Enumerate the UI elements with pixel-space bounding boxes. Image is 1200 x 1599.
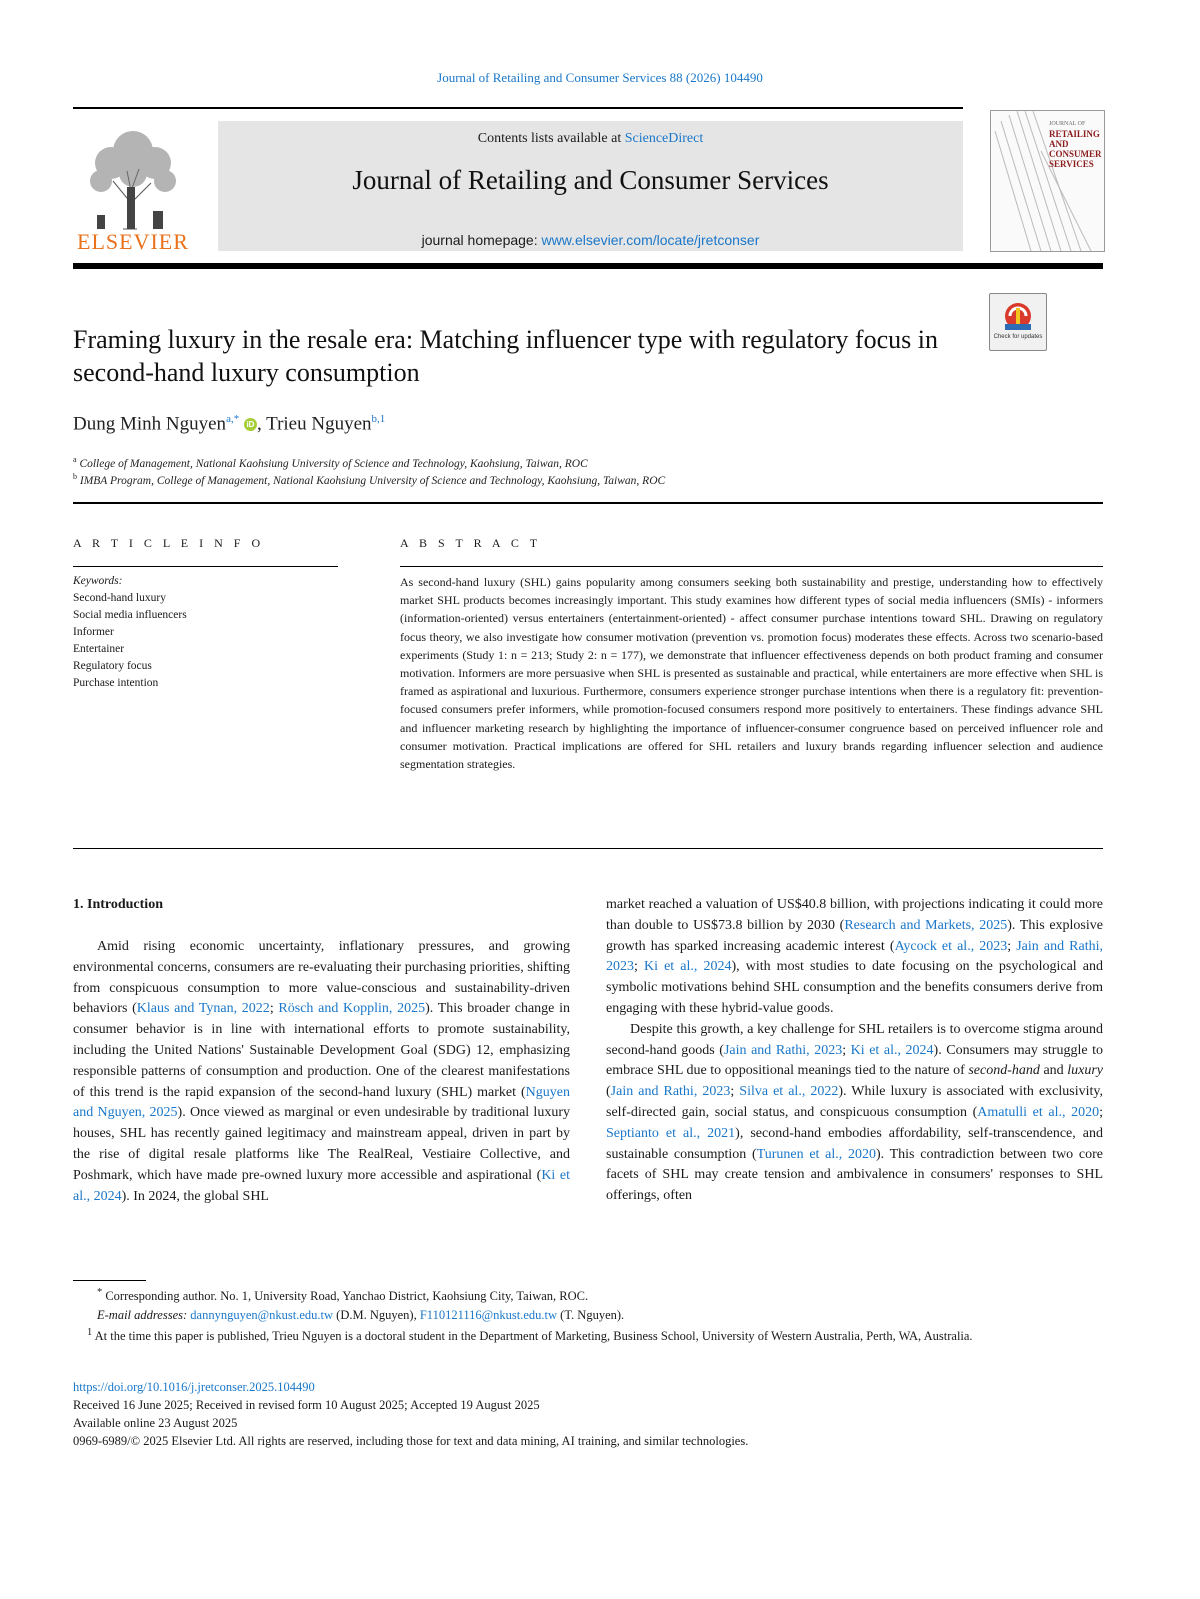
- citation-link[interactable]: Jain and Rathi, 2023: [723, 1042, 843, 1058]
- citation-link[interactable]: Ki et al., 2024: [850, 1042, 934, 1058]
- text-run: ;: [269, 1001, 279, 1017]
- text-run: ). This explosive growth has sparked increasing academic interest (: [606, 917, 1103, 954]
- text-run: Despite this growth, a key challenge for SHL retailers is to overcome stigma around second-hand goods (: [606, 1021, 1103, 1058]
- email-1-owner: (D.M. Nguyen),: [333, 1307, 420, 1322]
- citation-link[interactable]: Research and Markets, 2025: [844, 917, 1008, 933]
- elsevier-wordmark: ELSEVIER: [77, 229, 189, 253]
- intro-paragraph-1-continued: [606, 895, 1103, 1020]
- emphasis-text: second-hand: [968, 1063, 1040, 1079]
- keywords-label: Keywords:: [73, 575, 123, 587]
- homepage-prefix: journal homepage:: [421, 232, 542, 248]
- keyword-item: Regulatory focus: [73, 660, 152, 672]
- publication-info: [73, 1378, 1103, 1450]
- keyword-item: Second-hand luxury: [73, 592, 166, 604]
- keywords-block: [73, 573, 187, 692]
- citation-link[interactable]: Rösch and Kopplin, 2025: [278, 1001, 426, 1017]
- copyright-notice: 0969-6989/© 2025 Elsevier Ltd. All rights are reserved, including those for text and data mining, AI training, and similar technologies.: [73, 1434, 749, 1448]
- masthead: [218, 121, 963, 251]
- footnote-1: [73, 1324, 1103, 1346]
- available-online: Available online 23 August 2025: [73, 1416, 238, 1430]
- keyword-item: Informer: [73, 626, 114, 638]
- keyword-item: Purchase intention: [73, 677, 159, 689]
- email-label: E-mail addresses:: [97, 1307, 188, 1322]
- author-2-affil-marks[interactable]: b,1: [371, 413, 386, 425]
- affiliation-a-mark: a: [73, 455, 77, 464]
- author-list: [73, 413, 385, 435]
- article-info-rule: [73, 566, 338, 567]
- footnote-corresponding: [73, 1284, 1103, 1306]
- citation-link[interactable]: Ki et al., 2024: [643, 959, 732, 975]
- svg-text:SERVICES: SERVICES: [1049, 159, 1094, 169]
- masthead-bottom-rule: [73, 263, 1103, 269]
- abstract-heading: A B S T R A C T: [400, 536, 542, 550]
- citation-link[interactable]: Klaus and Tynan, 2022: [136, 1001, 270, 1017]
- author-separator: ,: [256, 413, 267, 435]
- intro-paragraph-2: [606, 1020, 1103, 1207]
- text-run: ;: [730, 1084, 740, 1100]
- svg-text:AND: AND: [1049, 139, 1069, 149]
- text-run: ;: [1099, 1104, 1103, 1120]
- crossmark-icon: [990, 294, 1046, 350]
- text-run: ). This broader change in consumer behavior is in line with international efforts to promote sustainability, including the United Nations' Sustainable Development Goal (SDG) 12, emphasizing responsible patterns of consumption and production. One of the clearest manifestations of this trend is the rapid expansion of the second-hand luxury (SHL) market (: [73, 1001, 570, 1100]
- text-run: ). Once viewed as marginal or even undesirable by traditional luxury houses, SHL has recently gained legitimacy and mainstream appeal, driven in part by the rise of digital resale platforms like The RealReal, Vestiaire Collective, and Poshmark, which have made pre-owned luxury more accessible and aspirational (: [73, 1105, 570, 1183]
- crossmark-label: Check for updates: [993, 334, 1043, 340]
- homepage-link[interactable]: www.elsevier.com/locate/jretconser: [541, 232, 760, 248]
- text-run: ), second-hand embodies affordability, self-transcendence, and sustainable consumption (: [606, 1125, 1103, 1162]
- footnote-star-mark: *: [97, 1287, 103, 1298]
- citation-link[interactable]: Aycock et al., 2023: [894, 938, 1008, 954]
- footnote-1-text: At the time this paper is published, Trieu Nguyen is a doctoral student in the Department of Marketing, Business School, University of Western Australia, Perth, WA, Australia.: [94, 1329, 973, 1344]
- journal-title: Journal of Retailing and Consumer Services: [352, 165, 829, 195]
- email-link-1[interactable]: dannynguyen@nkust.edu.tw: [190, 1307, 334, 1322]
- cover-image: [991, 111, 1104, 251]
- affiliation-b: [73, 472, 665, 487]
- abstract-text: As second-hand luxury (SHL) gains popularity among consumers seeking both sustainability and prestige, understanding how to effectively market SHL products becomes increasingly important. This study examines how different types of social media influencers (SMIs) - informers (information-oriented) versus entertainers (entertainment-oriented) - affect consumer purchase intentions toward SHL. Drawing on regulatory focus theory, we also investigate how consumer motivation (prevention vs. promotion focus) moderates these effects. Across two scenario-based experiments (Study 1: n = 213; Study 2: n = 177), we demonstrate that influencer effectiveness depends on both product framing and consumer motivation. Informers are more persuasive when SHL is presented as sustainable and practical, while entertainers are more effective when SHL is framed as aspirational and luxurious. Furthermore, consumers experience stronger purchase intentions when there is a regulatory fit: prevention-focused consumers prefer informers, while promotion-focused consumers respond more positively to entertainers. These findings advance SHL and influencer marketing research by highlighting the importance of influencer-consumer congruence based on perceived influencer role and consumer motivation. Practical implications are offered for SHL retailers and luxury brands regarding influencer selection and audience segmentation strategies.: [400, 575, 1103, 772]
- homepage-line: [218, 232, 963, 248]
- journal-cover-thumbnail[interactable]: [990, 110, 1105, 252]
- keyword-item: Entertainer: [73, 643, 125, 655]
- contents-line: [218, 131, 963, 147]
- email-link-2[interactable]: F110121116@nkust.edu.tw: [419, 1307, 558, 1322]
- header-bottom-rule: [73, 502, 1103, 504]
- text-run: ). Consumers may struggle to embrace SHL due to oppositional meanings tied to the nature of: [606, 1042, 1103, 1079]
- keyword-item: Social media influencers: [73, 609, 187, 621]
- svg-text:CONSUMER: CONSUMER: [1049, 149, 1102, 159]
- right-column: [606, 895, 1103, 1207]
- text-run: market reached a valuation of US$40.8 billion, with projections indicating it could more than double to US$73.8 billion by 2030 (: [606, 897, 1103, 933]
- article-info-heading: A R T I C L E I N F O: [73, 536, 265, 550]
- article-title: Framing luxury in the resale era: Matching influencer type with regulatory focus in second-hand luxury consumption: [73, 325, 938, 387]
- author-name-2[interactable]: Trieu Nguyen: [266, 413, 372, 435]
- contents-prefix: Contents lists available at: [477, 131, 625, 146]
- svg-text:JOURNAL OF: JOURNAL OF: [1049, 121, 1086, 127]
- citation-link[interactable]: Turunen et al., 2020: [756, 1146, 876, 1162]
- text-run: ;: [842, 1042, 851, 1058]
- top-rule: [73, 107, 963, 109]
- text-run: ). While luxury is associated with exclusivity, self-directed gain, social status, and conspicuous consumption (: [606, 1084, 1103, 1120]
- orcid-icon[interactable]: iD: [244, 418, 257, 431]
- author-1-affil-marks[interactable]: a,*: [226, 413, 240, 425]
- author-name-1[interactable]: Dung Minh Nguyen: [73, 413, 227, 435]
- citation-link[interactable]: Ki et al., 2024: [73, 1167, 570, 1204]
- footnotes: [73, 1284, 1103, 1346]
- text-run: ). In 2024, the global SHL: [121, 1188, 269, 1204]
- svg-text:RETAILING: RETAILING: [1049, 129, 1100, 139]
- affiliation-b-text: IMBA Program, College of Management, National Kaohsiung University of Science and Technology, Kaohsiung, Taiwan, ROC: [79, 474, 666, 487]
- text-run: ). This contradiction between two core facets of SHL may create tension and ambivalence in consumers' responses to SHL offerings, often: [606, 1146, 1103, 1204]
- footnote-rule: [73, 1280, 146, 1281]
- emphasis-text: luxury: [1067, 1063, 1103, 1079]
- citation-link[interactable]: Jain and Rathi, 2023: [610, 1084, 731, 1100]
- abstract-bottom-rule: [73, 848, 1103, 849]
- intro-paragraph-1: [73, 937, 570, 1207]
- citation-link[interactable]: Silva et al., 2022: [739, 1084, 839, 1100]
- journal-reference[interactable]: Journal of Retailing and Consumer Services 88 (2026) 104490: [437, 70, 763, 85]
- elsevier-logo: [73, 121, 193, 253]
- left-column: [73, 937, 570, 1207]
- affiliation-b-mark: b: [73, 472, 77, 481]
- citation-link[interactable]: Nguyen and Nguyen, 2025: [73, 1084, 570, 1121]
- citation-link[interactable]: Septianto et al., 2021: [606, 1125, 736, 1141]
- citation-link[interactable]: Amatulli et al., 2020: [977, 1104, 1100, 1120]
- text-run: Amid rising economic uncertainty, inflationary pressures, and growing environmental concerns, consumers are re-evaluating their purchasing priorities, shifting from conspicuous consumption to more value-conscious and sustainability-driven behaviors (: [73, 939, 570, 1017]
- text-run: (: [606, 1084, 611, 1100]
- doi-link[interactable]: https://doi.org/10.1016/j.jretconser.2025.104490: [73, 1380, 315, 1394]
- corresponding-text: Corresponding author. No. 1, University Road, Yanchao District, Kaohsiung City, Taiwan, ROC.: [105, 1289, 589, 1304]
- abstract-rule: [400, 566, 1103, 567]
- sciencedirect-link[interactable]: ScienceDirect: [624, 131, 704, 146]
- affiliation-a-text: College of Management, National Kaohsiung University of Science and Technology, Kaohsiung, Taiwan, ROC: [79, 457, 588, 470]
- citation-link[interactable]: Jain and Rathi, 2023: [606, 938, 1103, 975]
- footnote-emails: [73, 1306, 1103, 1325]
- received-dates: Received 16 June 2025; Received in revised form 10 August 2025; Accepted 19 August 2025: [73, 1398, 540, 1412]
- text-run: ), with most studies to date focusing on the psychological and symbolic motivations behind SHL consumption and the benefits consumers derive from engaging with these hybrid-value goods.: [606, 959, 1103, 1016]
- footnote-1-mark: 1: [87, 1327, 93, 1339]
- text-run: and: [1039, 1063, 1068, 1079]
- email-2-owner: (T. Nguyen).: [557, 1307, 625, 1322]
- text-run: ;: [1007, 938, 1017, 954]
- text-run: ;: [634, 959, 644, 975]
- affiliation-a: [73, 455, 588, 470]
- section-heading-introduction: 1. Introduction: [73, 897, 163, 912]
- check-for-updates-button[interactable]: [989, 293, 1047, 351]
- elsevier-tree-icon: [73, 121, 193, 253]
